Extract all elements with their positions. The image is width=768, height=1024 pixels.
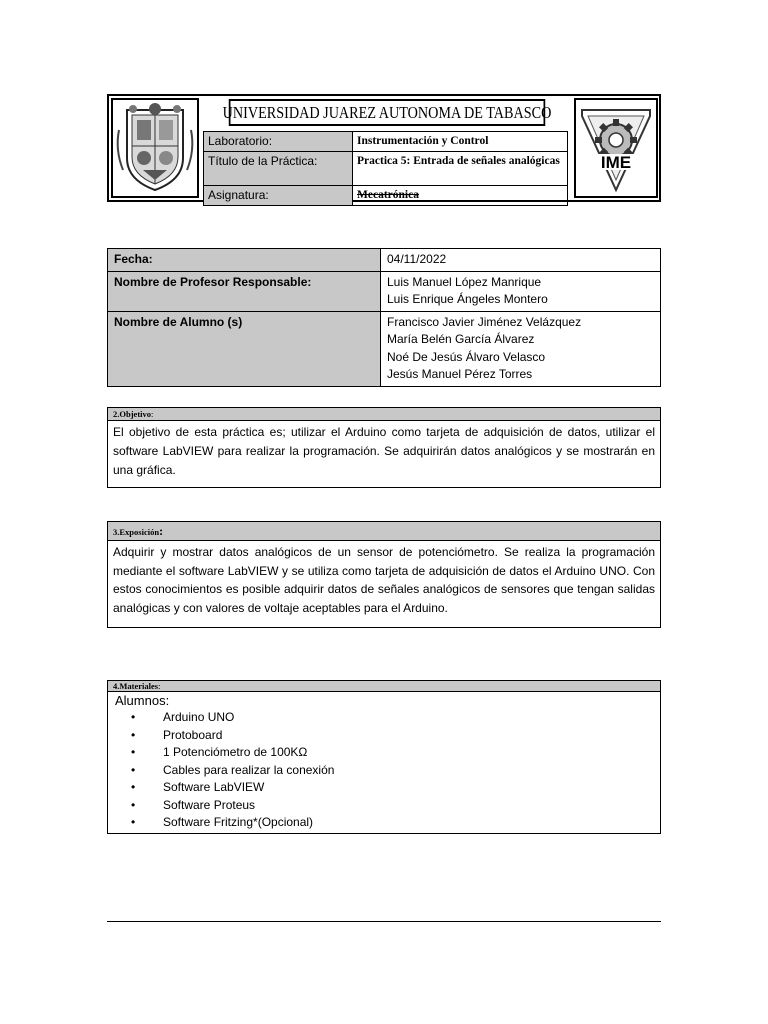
student-name: Francisco Javier Jiménez Velázquez	[387, 314, 582, 329]
date-value: 04/11/2022	[381, 249, 661, 272]
materials-group-label: Alumnos:	[115, 693, 170, 708]
table-row	[108, 271, 661, 311]
table-row	[204, 132, 568, 152]
university-title: UNIVERSIDAD JUAREZ AUTONOMA DE TABASCO	[229, 99, 545, 126]
practice-info-table	[203, 131, 568, 206]
student-info-table	[107, 248, 661, 387]
list-item: • Cables para realizar la conexión	[131, 762, 335, 777]
professor-label: Nombre de Profesor Responsable:	[108, 271, 381, 311]
title-value: Practica 5: Entrada de señales analógicas	[353, 152, 568, 186]
footer-divider	[107, 921, 661, 922]
university-seal-logo	[111, 98, 199, 198]
table-row	[204, 186, 568, 206]
materials-list	[115, 709, 653, 832]
student-list	[381, 311, 661, 386]
date-label: Fecha:	[108, 249, 381, 272]
objective-section	[107, 407, 661, 488]
ime-logo	[574, 98, 658, 198]
list-item: • Arduino UNO	[131, 710, 235, 724]
lab-label: Laboratorio:	[204, 132, 353, 152]
exposition-heading: 3.Exposición	[113, 527, 160, 537]
subject-value: Mecatrónica	[353, 186, 568, 206]
table-row	[108, 311, 661, 386]
student-label: Nombre de Alumno (s)	[108, 311, 381, 386]
professor-list	[381, 271, 661, 311]
ime-logo-text: IME	[600, 153, 632, 172]
exposition-section	[107, 521, 661, 628]
subject-label: Asignatura:	[204, 186, 353, 206]
ime-gear-icon	[576, 100, 656, 196]
table-row	[204, 152, 568, 186]
table-row	[108, 249, 661, 272]
section-heading: 3.Exposición:	[108, 522, 660, 541]
section-heading: 2.Objetivo:	[108, 408, 660, 421]
professor-name: Luis Enrique Ángeles Montero	[387, 292, 548, 306]
student-name: Jesús Manuel Pérez Torres	[387, 367, 533, 381]
list-item: • Software Fritzing*(Opcional)	[131, 815, 314, 829]
student-name: María Belén García Álvarez	[387, 332, 535, 346]
list-item: • 1 Potenciómetro de 100KΩ	[131, 745, 308, 759]
exposition-text: Adquirir y mostrar datos analógicos de un sensor de potenciómetro. Se realiza la programación mediante el software LabVIEW y se utiliza como tarjeta de adquisición de datos el Arduino UNO. Con estos conocimientos es posible adquirir datos de señales analógicos de sensores que tengan salidas analógicas y con valores de voltaje aceptables para el Arduino.	[113, 545, 655, 615]
professor-name: Luis Manuel López Manrique	[387, 274, 542, 289]
list-item: • Software Proteus	[131, 797, 256, 812]
student-name: Noé De Jesús Álvaro Velasco	[387, 349, 546, 364]
lab-value: Instrumentación y Control	[353, 132, 568, 152]
section-heading: 4.Materiales:	[108, 681, 660, 692]
university-seal-icon	[113, 100, 197, 196]
materials-heading: 4.Materiales	[113, 681, 159, 691]
materials-section	[107, 680, 661, 834]
title-label: Título de la Práctica:	[204, 152, 353, 186]
objective-heading: 2.Objetivo	[113, 409, 152, 419]
objective-text: El objetivo de esta práctica es; utilizar el Arduino como tarjeta de adquisición de datos, utilizar el software LabVIEW para realizar la programación. Se adquirirán datos analógicos y se mostrarán en una gráfica.	[113, 425, 655, 477]
list-item: • Protoboard	[131, 727, 223, 742]
list-item: • Software LabVIEW	[131, 780, 265, 794]
